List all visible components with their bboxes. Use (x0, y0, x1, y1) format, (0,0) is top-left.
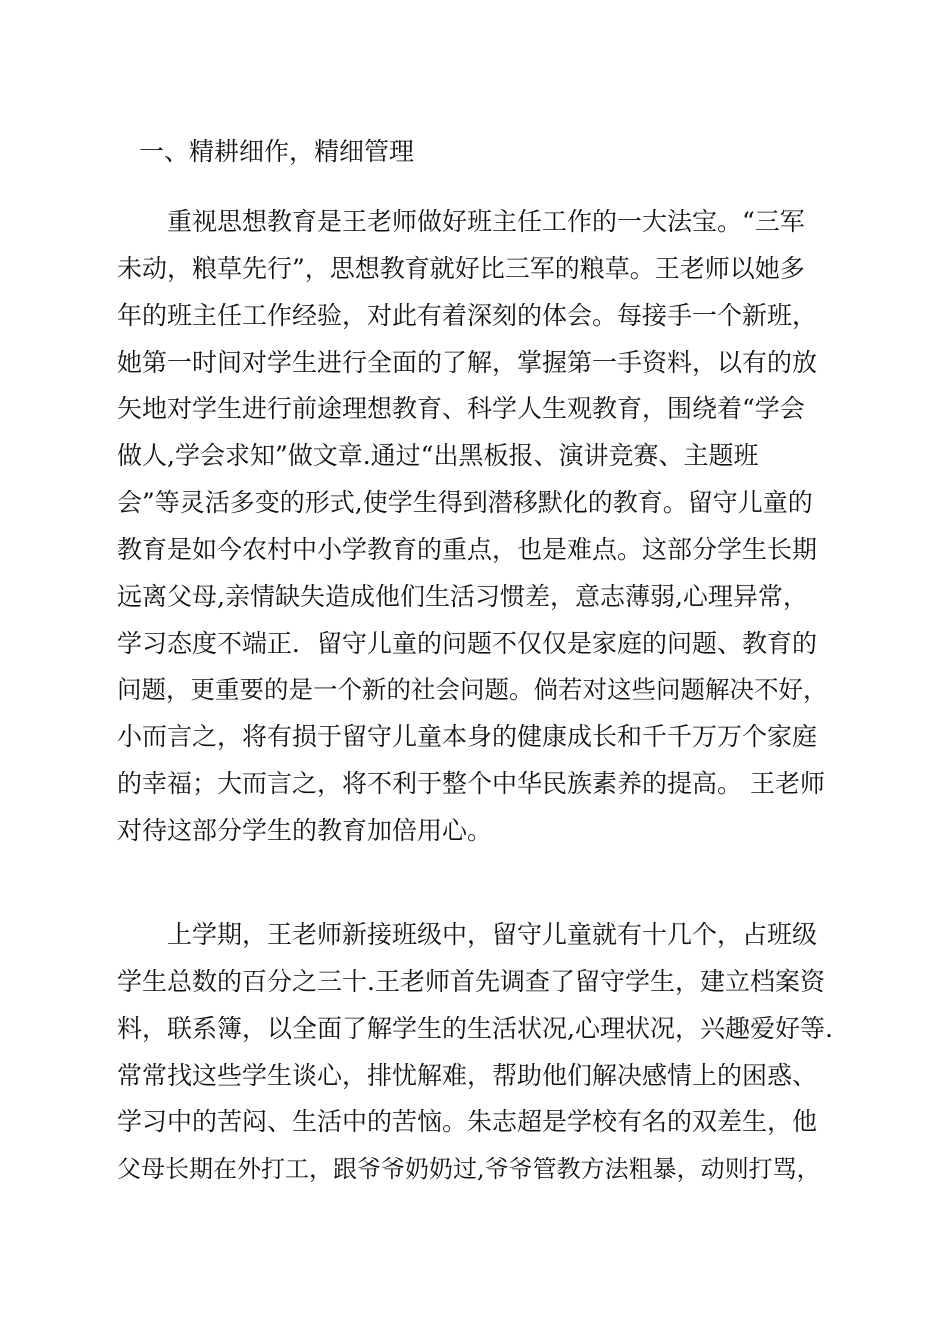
paragraph-line: 重视思想教育是王老师做好班主任工作的一大法宝。“三军 (167, 207, 805, 236)
paragraph-line: 的幸福；大而言之，将不利于整个中华民族素养的提高。 王老师 (117, 769, 825, 799)
section-heading: 一、精耕细作，精细管理 (139, 137, 415, 166)
paragraph-line: 教育是如今农村中小学教育的重点，也是难点。这部分学生长期 (117, 534, 818, 564)
paragraph-line: 学习中的苦闷、生活中的苦恼。朱志超是学校有名的双差生，他 (117, 1107, 818, 1137)
paragraph-line: 未动，粮草先行”，思想教育就好比三军的粮草。王老师以她多 (117, 253, 805, 283)
paragraph-line: 料，联系簿，以全面了解学生的生活状况,心理状况，兴趣爱好等. (117, 1013, 833, 1043)
paragraph (117, 199, 833, 855)
paragraph-line: 矢地对学生进行前途理想教育、科学人生观教育，围绕着“学会 (117, 394, 805, 424)
paragraph-line: 远离父母,亲情缺失造成他们生活习惯差，意志薄弱,心理异常， (117, 581, 808, 611)
paragraph-line: 对待这部分学生的教育加倍用心。 (117, 815, 493, 845)
paragraph-line: 父母长期在外打工，跟爷爷奶奶过,爷爷管教方法粗暴，动则打骂， (117, 1155, 821, 1184)
paragraph-line: 上学期，王老师新接班级中，留守儿童就有十几个，占班级 (167, 920, 818, 949)
paragraph-line: 会”等灵活多变的形式,使学生得到潜移默化的教育。留守儿童的 (117, 488, 813, 518)
paragraph (117, 912, 833, 1193)
paragraph-line: 学习态度不端正．留守儿童的问题不仅仅是家庭的问题、教育的 (117, 628, 818, 658)
paragraph-line: 学生总数的百分之三十.王老师首先调查了留守学生，建立档案资 (117, 966, 825, 996)
paragraph-line: 年的班主任工作经验，对此有着深刻的体会。每接手一个新班， (117, 300, 818, 330)
paragraph-line: 常常找这些学生谈心，排忧解难，帮助他们解决感情上的困惑、 (117, 1060, 818, 1090)
paragraph-line: 做人,学会求知”做文章.通过“出黑板报、演讲竞赛、主题班 (117, 441, 759, 471)
paragraph-line: 她第一时间对学生进行全面的了解，掌握第一手资料，以有的放 (117, 347, 818, 377)
paragraph-line: 小而言之，将有损于留守儿童本身的健康成长和千千万万个家庭 (117, 722, 818, 752)
paragraph-line: 问题，更重要的是一个新的社会问题。倘若对这些问题解决不好， (117, 675, 828, 705)
